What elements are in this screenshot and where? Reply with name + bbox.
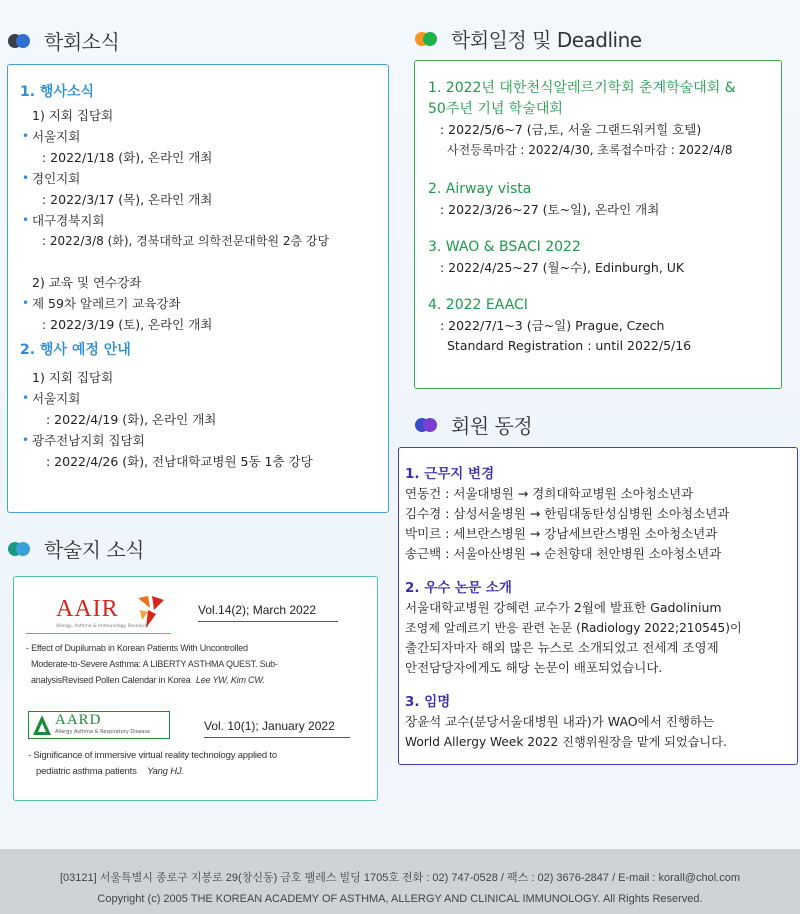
- dots-icon: [415, 418, 441, 432]
- members-section-title: 3. 임명: [405, 694, 451, 710]
- members-panel: [398, 447, 798, 765]
- members-line: 안전담당자에게도 해당 논문이 배포되었습니다.: [405, 660, 663, 675]
- event-title: 2. Airway vista: [428, 181, 532, 197]
- schedule-heading: [415, 24, 642, 53]
- news-panel: [7, 64, 389, 513]
- aair-volume-underline: [198, 621, 338, 622]
- members-heading-title: 회원 동정: [451, 414, 533, 438]
- list-item-detail: : 2022/3/17 (목), 온라인 개최: [42, 192, 213, 207]
- news-subtitle: 2) 교육 및 연수강좌: [32, 275, 142, 290]
- news-heading-title: 학회소식: [44, 30, 120, 54]
- event-detail: : 2022/7/1~3 (금~일) Prague, Czech: [440, 318, 665, 333]
- list-item: • 제 59차 알레르기 교육강좌: [20, 293, 376, 314]
- aair-logo-text: AAIR: [56, 596, 119, 622]
- members-line: 연동건 : 서울대병원 → 경희대학교병원 소아청소년과: [405, 486, 694, 501]
- aard-article-text: pediatric asthma patients: [36, 766, 137, 777]
- aard-volume: Vol. 10(1); January 2022: [204, 719, 335, 733]
- members-line: 조영제 알레르기 반응 관련 논문 (Radiology 2022;210545)이: [405, 621, 742, 635]
- schedule-panel: [414, 60, 782, 389]
- list-item-detail: : 2022/1/18 (화), 온라인 개최: [42, 150, 213, 165]
- list-item-detail: : 2022/4/26 (화), 전남대학교병원 5동 1층 강당: [46, 454, 313, 469]
- footer-address: [03121] 서울특별시 종로구 지봉로 29(창신동) 금호 팰레스 빌딩 1705호 전화 : 02) 747-0528 / 팩스 : 02) 3676-2847 / E-mail : korall@chol.com: [60, 872, 740, 884]
- event-title: 1. 2022년 대한천식알레르기학회 춘계학술대회 &: [428, 80, 736, 96]
- event-detail: : 2022/5/6~7 (금,토, 서울 그랜드워커힐 호텔): [440, 122, 702, 137]
- members-line: 장윤석 교수(분당서울대병원 내과)가 WAO에서 진행하는: [405, 714, 715, 729]
- schedule-heading-title: 학회일정 및 Deadline: [451, 28, 642, 52]
- members-line: 김수경 : 삼성서울병원 → 한림대동탄성심병원 소아청소년과: [405, 506, 730, 521]
- aair-authors: Lee YW, Kim CW.: [195, 675, 265, 685]
- aair-logo-subtitle: Allergy, Asthma & Immunology Research: [56, 624, 149, 629]
- journal-heading: [8, 534, 144, 563]
- members-heading: [415, 410, 532, 439]
- list-item-detail: : 2022/4/19 (화), 온라인 개최: [46, 412, 217, 427]
- event-detail: : 2022/3/26~27 (토~일), 온라인 개최: [440, 202, 660, 217]
- event-title: 50주년 기념 학술대회: [428, 101, 563, 117]
- aair-article-line: [26, 672, 278, 688]
- dots-icon: [8, 34, 34, 48]
- aard-emblem-icon: [32, 714, 52, 736]
- aair-article: [26, 640, 278, 688]
- news-section-title: 2. 행사 예정 안내: [20, 342, 131, 358]
- members-line: 서울대학교병원 강혜련 교수가 2월에 발표한 Gadolinium: [405, 600, 722, 615]
- aard-volume-underline: [204, 737, 350, 738]
- members-line: 송근백 : 서울아산병원 → 순천향대 천안병원 소아청소년과: [405, 546, 722, 561]
- journal-heading-title: 학술지 소식: [44, 538, 144, 562]
- members-section-title: 2. 우수 논문 소개: [405, 580, 512, 596]
- aair-logo: [26, 594, 171, 634]
- event-detail: : 2022/4/25~27 (월~수), Edinburgh, UK: [440, 260, 685, 275]
- members-line: World Allergy Week 2022 진행위원장을 맡게 되었습니다.: [405, 735, 727, 749]
- event-title: 4. 2022 EAACI: [428, 297, 528, 313]
- journal-panel: [13, 576, 378, 801]
- dots-icon: [8, 542, 34, 556]
- list-item: • 광주전남지회 집담회: [20, 430, 376, 451]
- list-item-detail: : 2022/3/19 (토), 온라인 개최: [42, 317, 213, 332]
- members-line: 출간되자마자 해외 많은 뉴스로 소개되었고 전세계 조영제: [405, 640, 719, 655]
- aair-article-line: Moderate-to-Severe Asthma: A LIBERTY ASTHMA QUEST. Sub-: [31, 659, 278, 669]
- aair-volume: Vol.14(2); March 2022: [198, 603, 317, 617]
- news-subtitle: 1) 지회 집담회: [32, 370, 114, 385]
- event-detail: 사전등록마감 : 2022/4/30, 초록접수마감 : 2022/4/8: [447, 143, 733, 157]
- footer-copyright: Copyright (c) 2005 THE KOREAN ACADEMY OF ASTHMA, ALLERGY AND CLINICAL IMMUNOLOGY. All Rights Reserved.: [97, 893, 703, 905]
- dots-icon: [415, 32, 441, 46]
- aard-logo-subtitle: Allergy Asthma & Respiratory Disease: [55, 729, 151, 735]
- footer: [0, 849, 800, 914]
- members-section-title: 1. 근무지 변경: [405, 466, 495, 482]
- aard-article-line: - Significance of immersive virtual reality technology applied to: [28, 750, 277, 761]
- news-subtitle: 1) 지회 집담회: [32, 108, 114, 123]
- list-item-detail: : 2022/3/8 (화), 경북대학교 의학전문대학원 2층 강당: [42, 234, 330, 248]
- list-item: • 대구경북지회: [20, 210, 376, 231]
- aair-article-text: analysisRevised Pollen Calendar in Korea: [31, 675, 191, 685]
- news-heading: [8, 26, 119, 55]
- list-item: • 서울지회: [20, 388, 376, 409]
- list-item: • 서울지회: [20, 126, 376, 147]
- aair-article-line: - Effect of Dupilumab in Korean Patients With Uncontrolled: [26, 643, 248, 653]
- aard-logo: [28, 711, 170, 739]
- event-detail: Standard Registration : until 2022/5/16: [447, 338, 692, 353]
- news-section-title: 1. 행사소식: [20, 84, 95, 100]
- event-title: 3. WAO & BSACI 2022: [428, 239, 581, 255]
- aard-logo-text: AARD: [55, 712, 102, 728]
- list-item: • 경인지회: [20, 168, 376, 189]
- aard-article: [28, 748, 277, 780]
- aard-authors: Yang HJ.: [147, 766, 184, 777]
- members-line: 박미르 : 세브란스병원 → 강남세브란스병원 소아청소년과: [405, 526, 718, 541]
- aard-article-line: [28, 764, 277, 780]
